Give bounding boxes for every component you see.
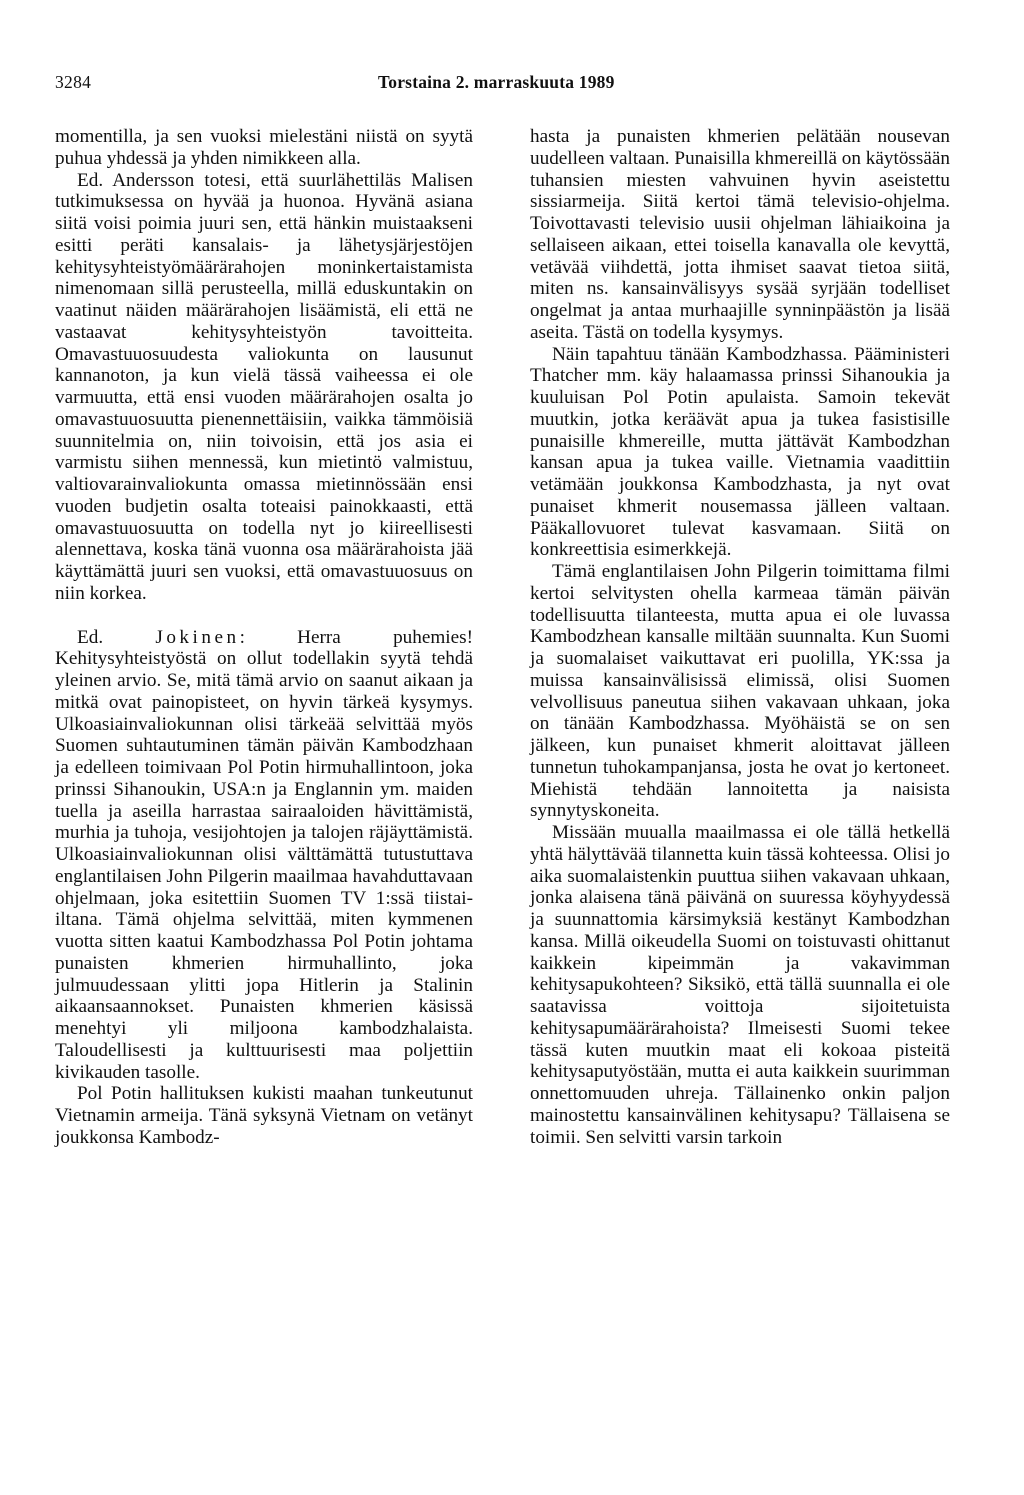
paragraph: Pol Potin hallituksen kukisti maahan tunkeutunut Vietnamin armeija. Tänä syksynä Vietnam on vetänyt joukkonsa Kambodz- [55, 1083, 473, 1148]
right-column [530, 126, 950, 1148]
paragraph: hasta ja punaisten khmerien pelätään nousevan uudelleen valtaan. Punaisilla khmereillä on käytössään tuhansien miesten vahvuinen hyvin aseistettu sissiarmeija. Siitä kertoi tämä televisio-ohjelma. Toivottavasti televisio uusii ohjelman lähiaikoina ja sellaiseen aikaan, ettei toisella kanavalla ole kevyttä, vetävää viihdettä, jotta ihmiset saavat tietoa siitä, miten ns. kansainvälisyys sysää syrjään todelliset ongelmat ja antaa murhaajille synninpäästön ja lisää aseita. Tästä on todella kysymys. [530, 126, 950, 343]
speech-paragraph [55, 627, 473, 1084]
left-column [55, 126, 473, 1149]
paragraph: momentilla, ja sen vuoksi mielestäni niistä on syytä puhua yhdessä ja yhden nimikkeen alla. [55, 126, 473, 169]
paragraph: Näin tapahtuu tänään Kambodzhassa. Pääministeri Thatcher mm. käy halaamassa prinssi Sihanoukia ja kuuluisan Pol Potin apulaista. Samoin tekevät muutkin, jotka keräävät apua ja tukea fasistisille punaisille khmereille, mutta jättävät Kambodzhan kansan apua ja tukea vaille. Vietnamia vaadittiin vetämään joukkonsa Kambodzhasta, ja nyt ovat punaiset khmerit nousemassa jälleen valtaan. Pääkallovuoret tulevat kasvamaan. Siitä on konkreettisia esimerkkejä. [530, 343, 950, 561]
speaker-title: Ed. [77, 626, 104, 648]
paragraph: Ed. Andersson totesi, että suurlähettiläs Malisen tutkimuksessa on hyvää ja huonoa. Hyvänä asiana siitä voisi poimia juuri sen, että hänkin muistaakseni esitti peräti kansalais- ja lähetysjärjestöjen kehitysyhteistyömäärärahojen moninkertaistamista nimenomaan sillä perusteella, millä eduskuntakin on vaatinut näiden määrärahojen lisäämistä, eli että ne vastaavat kehitysyhteistyön tavoitteita. Omavastuuosuudesta valiokunta on lausunut kannanoton, ja kun vielä tässä vaiheessa ei ole varmuutta, että ensi vuoden määrärahojen osalta jo omavastuuosuutta pienennettäisiin, vaikka tämmöisiä suunnitelmia on, niin toivoisin, että jos asia ei varmistu siihen mennessä, kun mietintö valmistuu, valtiovarainvaliokunta omassa mietinnössään ensi vuoden budjetin osalta toteaisi painokkaasti, että omavastuuosuutta on todella nyt jo kiireellisesti alennettava, koska tänä vuonna osa määrärahoista jää käyttämättä juuri sen vuoksi, että omavastuuosuus on niin korkea. [55, 169, 473, 604]
running-head: Torstaina 2. marraskuuta 1989 [378, 72, 615, 92]
page-header [0, 72, 1024, 98]
speaker-name: Jokinen [155, 626, 240, 648]
paragraph: Missään muualla maailmassa ei ole tällä hetkellä yhtä hälyttävää tilannetta kuin tässä kohteessa. Olisi jo aika suomalaistenkin puuttua siihen vakavaan uhkaan, jonka alaisena tänä päivänä on suuressa köyhyydessä ja suunnattomia kärsimyksiä kestänyt Kambodzhan kansa. Millä oikeudella Suomi on toistuvasti ohittanut kaikkein kipeimmän ja vakavimman kehitysapukohteen? Siksikö, että tällä suunnalla ei ole saatavissa voittoja sijoitetuista kehitysapumäärärahoista? Ilmeisesti Suomi tekee tässä kuten muutkin maat eli kokoaa pisteitä kehitysaputyöstään, mutta ei auta kaikkein suurimman onnettomuuden uhreja. Tällainenko onkin paljon mainostettu kansainvälinen kehitysapu? Tällaisena se toimii. Sen selvitti varsin tarkoin [530, 822, 950, 1148]
paragraph: Tämä englantilaisen John Pilgerin toimittama filmi kertoi selvitysten ohella karmeaa tämän päivän todellisuutta tilanteesta, mutta apua ei ole luvassa Kambodzhean kansalle miltään suunnalta. Kun Suomi ja suomalaiset vaikuttavat eri puolilla, YK:ssa ja muissa kansainvälisissä elimissä, olisi Suomen velvollisuus paneutua siihen vakavaan uhkaan, joka on tänään Kambodzhassa. Myöhäistä se on sen jälkeen, kun punaiset khmerit aloittavat jälleen tunnetun tuhokampanjansa, josta he ovat jo kertoneet. Miehistä tehdään lannoitetta ja naisista synnytyskoneita. [530, 561, 950, 822]
page-number: 3284 [55, 72, 92, 92]
speech-text: : Herra puhemies! Kehitysyhteistyöstä on ollut todellakin syytä tehdä yleinen arvio. Se, mitä tämä arvio on saanut aikaan ja mitkä ovat painopisteet, on hyvin tärkeä kysymys. Ulkoasiainvaliokunnan olisi tärkeää selvittää myös Suomen suhtautuminen tämän päivän Kambodzhaan ja edelleen toimivaan Pol Potin hirmuhallintoon, joka prinssi Sihanoukin, USA:n ja Englannin ym. maiden tuella ja aseilla harrastaa sairaaloiden hävittämistä, murhia ja tuhoja, vesijohtojen ja talojen räjäyttämistä. Ulkoasiainvaliokunnan olisi välttämättä tutustuttava englantilaisen John Pilgerin maailmaa havahduttavaan ohjelmaan, joka esitettiin Suomen TV 1:ssä tiistai-iltana. Tämä ohjelma selvittää, miten kymmenen vuotta sitten kaatui Kambodzhassa Pol Potin johtama punaisten khmerien hirmuhallinto, joka julmuudessaan ylitti jopa Hitlerin ja Stalinin aikaansaannokset. Punaisten khmerien käsissä menehtyi yli miljoona kambodzhalaista. Taloudellisesti ja kulttuurisesti maa poljettiin kivikauden tasolle. [55, 626, 473, 1083]
